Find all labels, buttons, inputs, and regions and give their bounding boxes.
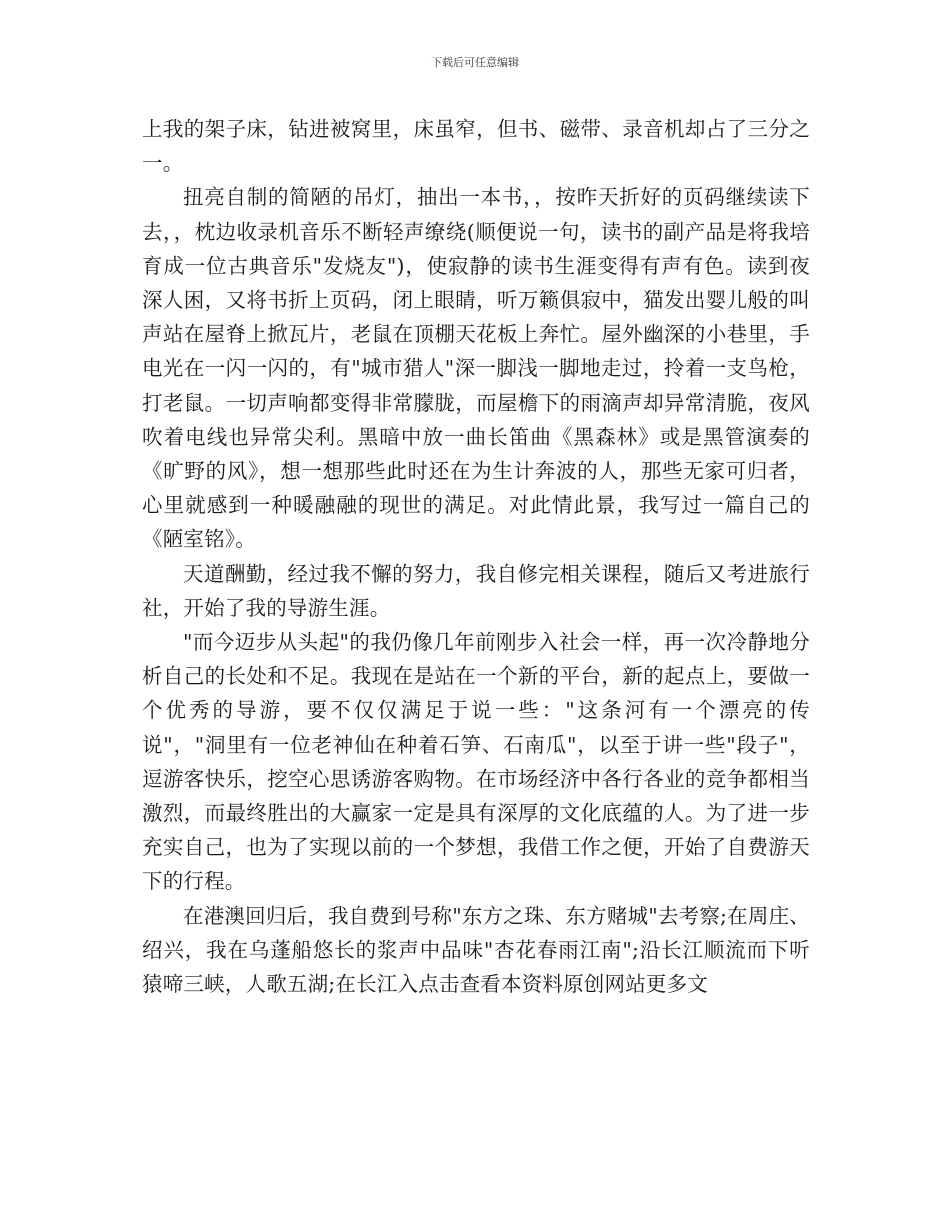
document-body [142, 112, 810, 1001]
paragraph: 天道酬勤，经过我不懈的努力，我自修完相关课程，随后又考进旅行社，开始了我的导游生涯。 [142, 561, 810, 620]
paragraph: 上我的架子床，钻进被窝里，床虽窄，但书、磁带、录音机却占了三分之一。 [142, 117, 810, 176]
paragraph: 在港澳回归后，我自费到号称"东方之珠、东方赌城"去考察;在周庄、绍兴，我在乌蓬船悠长的浆声中品味"杏花春雨江南";沿长江顺流而下听猿啼三峡，人歌五湖;在长江入点击查看本资料原创网站更多文 [142, 903, 810, 997]
page-header: 下载后可任意编辑 [431, 56, 519, 69]
paragraph: 扭亮自制的简陋的吊灯，抽出一本书，，按昨天折好的页码继续读下去，，枕边收录机音乐不断轻声缭绕(顺便说一句，读书的副产品是将我培育成一位古典音乐"发烧友")，使寂静的读书生涯变得有声有色。读到夜深人困，又将书折上页码，闭上眼睛，听万籁俱寂中，猫发出婴儿般的叫声站在屋脊上掀瓦片，老鼠在顶棚天花板上奔忙。屋外幽深的小巷里，手电光在一闪一闪的，有"城市猎人"深一脚浅一脚地走过，拎着一支鸟枪，打老鼠。一切声响都变得非常朦胧，而屋檐下的雨滴声却异常清脆，夜风吹着电线也异常尖利。黑暗中放一曲长笛曲《黑森林》或是黑管演奏的《旷野的风》，想一想那些此时还在为生计奔波的人，那些无家可归者，心里就感到一种暖融融的现世的满足。对此情此景，我写过一篇自己的《陋室铭》。 [142, 185, 810, 552]
paragraph: "而今迈步从头起"的我仍像几年前刚步入社会一样，再一次冷静地分析自己的长处和不足。我现在是站在一个新的平台，新的起点上，要做一个优秀的导游，要不仅仅满足于说一些："这条河有一个漂亮的传说"，"洞里有一位老神仙在种着石笋、石南瓜"，以至于讲一些"段子"，逗游客快乐，挖空心思诱游客购物。在市场经济中各行各业的竞争都相当激烈，而最终胜出的大赢家一定是具有深厚的文化底蕴的人。为了进一步充实自己，也为了实现以前的一个梦想，我借工作之便，开始了自费游天下的行程。 [142, 630, 810, 894]
